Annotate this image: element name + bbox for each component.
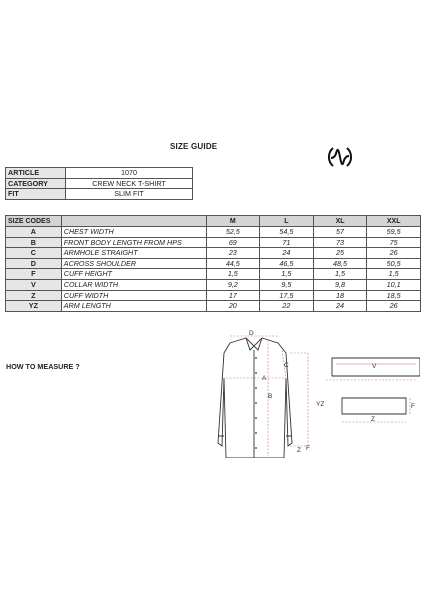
size-code: D [6, 258, 62, 269]
info-row [6, 178, 193, 189]
info-label: FIT [6, 189, 66, 200]
table-row [6, 237, 421, 248]
size-code: V [6, 279, 62, 290]
label-b: B [268, 393, 273, 400]
size-value: 24 [260, 248, 314, 259]
size-header-cell: L [260, 216, 314, 227]
label-f2: F [411, 403, 415, 410]
size-value: 9,5 [260, 279, 314, 290]
size-value: 1,5 [313, 269, 367, 280]
size-value: 54,5 [260, 227, 314, 238]
size-value: 18,5 [367, 290, 421, 301]
info-value: SLIM FIT [66, 189, 193, 200]
size-value: 59,5 [367, 227, 421, 238]
size-value: 24 [313, 301, 367, 312]
size-header-cell: M [206, 216, 260, 227]
info-label: CATEGORY [6, 178, 66, 189]
measure-description: ACROSS SHOULDER [61, 258, 206, 269]
size-code: YZ [6, 301, 62, 312]
table-row [6, 269, 421, 280]
size-value: 23 [206, 248, 260, 259]
size-code: F [6, 269, 62, 280]
size-value: 1,5 [260, 269, 314, 280]
size-value: 22 [260, 301, 314, 312]
sine-wave-circle-icon [325, 142, 355, 172]
table-row [6, 279, 421, 290]
size-code: B [6, 237, 62, 248]
size-value: 25 [313, 248, 367, 259]
info-row [6, 189, 193, 200]
label-c: C [284, 362, 289, 369]
size-value: 10,1 [367, 279, 421, 290]
size-code: Z [6, 290, 62, 301]
page-title: SIZE GUIDE [170, 142, 218, 151]
measure-description: CUFF WIDTH [61, 290, 206, 301]
shirt-measure-diagram [190, 328, 420, 458]
measure-description: COLLAR WIDTH [61, 279, 206, 290]
size-value: 26 [367, 248, 421, 259]
size-value: 75 [367, 237, 421, 248]
measure-description: CUFF HEIGHT [61, 269, 206, 280]
size-value: 17,5 [260, 290, 314, 301]
table-row [6, 258, 421, 269]
label-f: F [306, 445, 310, 452]
label-v: V [372, 363, 377, 370]
shirt-outline [218, 338, 292, 458]
size-header-cell: XL [313, 216, 367, 227]
size-header-cell: SIZE CODES [6, 216, 62, 227]
article-info-table [5, 167, 193, 200]
size-code: C [6, 248, 62, 259]
size-value: 20 [206, 301, 260, 312]
label-z: Z [297, 447, 301, 454]
size-value: 48,5 [313, 258, 367, 269]
how-to-measure-heading: HOW TO MEASURE ? [6, 362, 80, 371]
size-value: 26 [367, 301, 421, 312]
size-value: 44,5 [206, 258, 260, 269]
table-row [6, 227, 421, 238]
label-d: D [249, 330, 254, 337]
size-value: 1,5 [206, 269, 260, 280]
info-row [6, 168, 193, 179]
size-value: 52,5 [206, 227, 260, 238]
size-value: 9,8 [313, 279, 367, 290]
measure-description: FRONT BODY LENGTH FROM HPS [61, 237, 206, 248]
info-label: ARTICLE [6, 168, 66, 179]
table-row [6, 301, 421, 312]
info-value: CREW NECK T-SHIRT [66, 178, 193, 189]
size-header-cell: XXL [367, 216, 421, 227]
size-code: A [6, 227, 62, 238]
size-value: 57 [313, 227, 367, 238]
label-z2: Z [371, 416, 375, 423]
size-header-cell [61, 216, 206, 227]
size-value: 46,5 [260, 258, 314, 269]
size-value: 1,5 [367, 269, 421, 280]
size-table [5, 215, 421, 312]
info-value: 1070 [66, 168, 193, 179]
measure-description: ARM LENGTH [61, 301, 206, 312]
size-value: 9,2 [206, 279, 260, 290]
label-yz: YZ [316, 401, 325, 408]
size-value: 50,5 [367, 258, 421, 269]
size-value: 69 [206, 237, 260, 248]
size-value: 18 [313, 290, 367, 301]
measure-description: CHEST WIDTH [61, 227, 206, 238]
table-row [6, 290, 421, 301]
measure-description: ARMHOLE STRAIGHT [61, 248, 206, 259]
size-value: 17 [206, 290, 260, 301]
label-a: A [262, 375, 267, 382]
cuff-piece [342, 398, 406, 414]
table-row [6, 248, 421, 259]
size-value: 71 [260, 237, 314, 248]
size-value: 73 [313, 237, 367, 248]
